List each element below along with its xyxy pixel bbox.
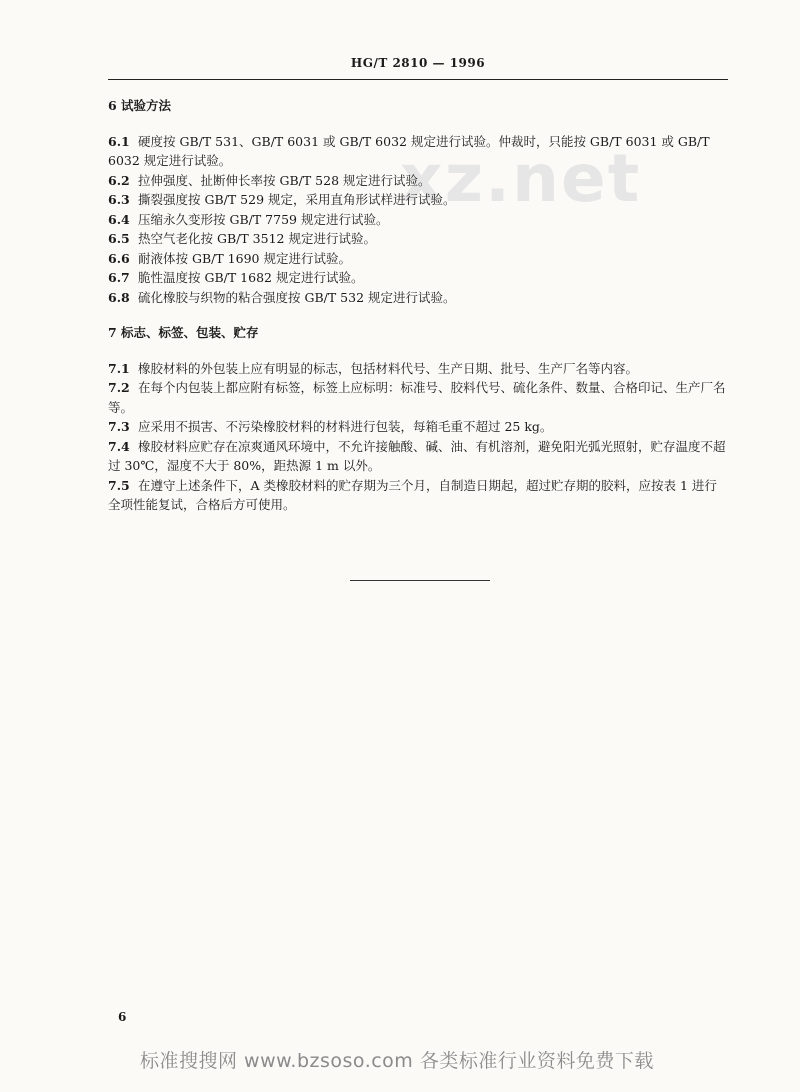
clause-6-5 (108, 229, 728, 249)
clause-7-4 (108, 437, 728, 476)
clause-6-1 (108, 132, 728, 171)
clause-number: 6.6 (108, 250, 130, 266)
clause-number: 7.3 (108, 419, 130, 434)
clause-number: 6.5 (108, 231, 130, 246)
clause-number: 6.4 (108, 211, 130, 227)
clause-text: 橡胶材料应贮存在凉爽通风环境中，不允许接触酸、碱、油、有机溶剂，避免阳光弧光照射，贮存温度不超过 30℃，湿度不大于 80%，距热源 1 m 以外。 (108, 438, 726, 473)
clause-number: 7.5 (108, 477, 130, 493)
clause-number: 7.2 (108, 380, 130, 395)
clause-text: 在遵守上述条件下，A 类橡胶材料的贮存期为三个月，自制造日期起，超过贮存期的胶料，应按表 1 进行全项性能复试，合格后方可使用。 (108, 477, 717, 512)
clause-number: 6.2 (108, 172, 130, 188)
standard-header: HG/T 2810 — 1996 (350, 56, 486, 70)
clause-text: 橡胶材料的外包装上应有明显的标志，包括材料代号、生产日期、批号、生产厂名等内容。 (138, 360, 639, 376)
clause-7-5 (108, 476, 728, 515)
clause-text: 在每个内包装上都应附有标签，标签上应标明：标准号、胶料代号、硫化条件、数量、合格印记、生产厂名等。 (108, 380, 726, 415)
clause-7-2 (108, 378, 728, 417)
clause-number: 7.4 (108, 438, 130, 454)
clause-number: 7.1 (108, 360, 130, 376)
section-7-heading: 7 标志、标签、包装、贮存 (108, 325, 259, 340)
clause-6-2 (108, 171, 728, 191)
section-6-heading: 6 试验方法 (108, 98, 172, 113)
clause-text: 压缩永久变形按 GB/T 7759 规定进行试验。 (138, 211, 389, 227)
clause-number: 6.7 (108, 270, 130, 285)
clause-text: 热空气老化按 GB/T 3512 规定进行试验。 (138, 231, 376, 246)
clause-6-8 (108, 288, 728, 308)
page-number: 6 (118, 1010, 127, 1024)
clause-6-4 (108, 210, 728, 230)
clause-number: 6.8 (108, 289, 130, 305)
clause-text: 硬度按 GB/T 531、GB/T 6031 或 GB/T 6032 规定进行试验。仲裁时，只能按 GB/T 6031 或 GB/T 6032 规定进行试验。 (108, 133, 710, 168)
clause-text: 硫化橡胶与织物的粘合强度按 GB/T 532 规定进行试验。 (138, 289, 456, 305)
end-of-text-rule (350, 580, 490, 581)
clause-7-3 (108, 417, 728, 437)
clause-text: 脆性温度按 GB/T 1682 规定进行试验。 (138, 270, 364, 285)
clause-text: 耐液体按 GB/T 1690 规定进行试验。 (138, 250, 351, 266)
footer-banner: 标准搜搜网 www.bzsoso.com 各类标准行业资料免费下载 (140, 1050, 654, 1072)
clause-7-1 (108, 359, 728, 379)
clause-6-6 (108, 249, 728, 269)
clause-text: 拉伸强度、扯断伸长率按 GB/T 528 规定进行试验。 (138, 172, 431, 188)
clause-6-7 (108, 268, 728, 288)
header-rule (108, 79, 728, 80)
clause-text: 撕裂强度按 GB/T 529 规定，采用直角形试样进行试验。 (138, 192, 456, 207)
clause-number: 6.1 (108, 133, 130, 149)
watermark: xz.net (400, 140, 642, 217)
document-body (108, 96, 728, 515)
clause-text: 应采用不损害、不污染橡胶材料的材料进行包装，每箱毛重不超过 25 kg。 (138, 419, 553, 434)
clause-number: 6.3 (108, 192, 130, 207)
clause-6-3 (108, 190, 728, 210)
